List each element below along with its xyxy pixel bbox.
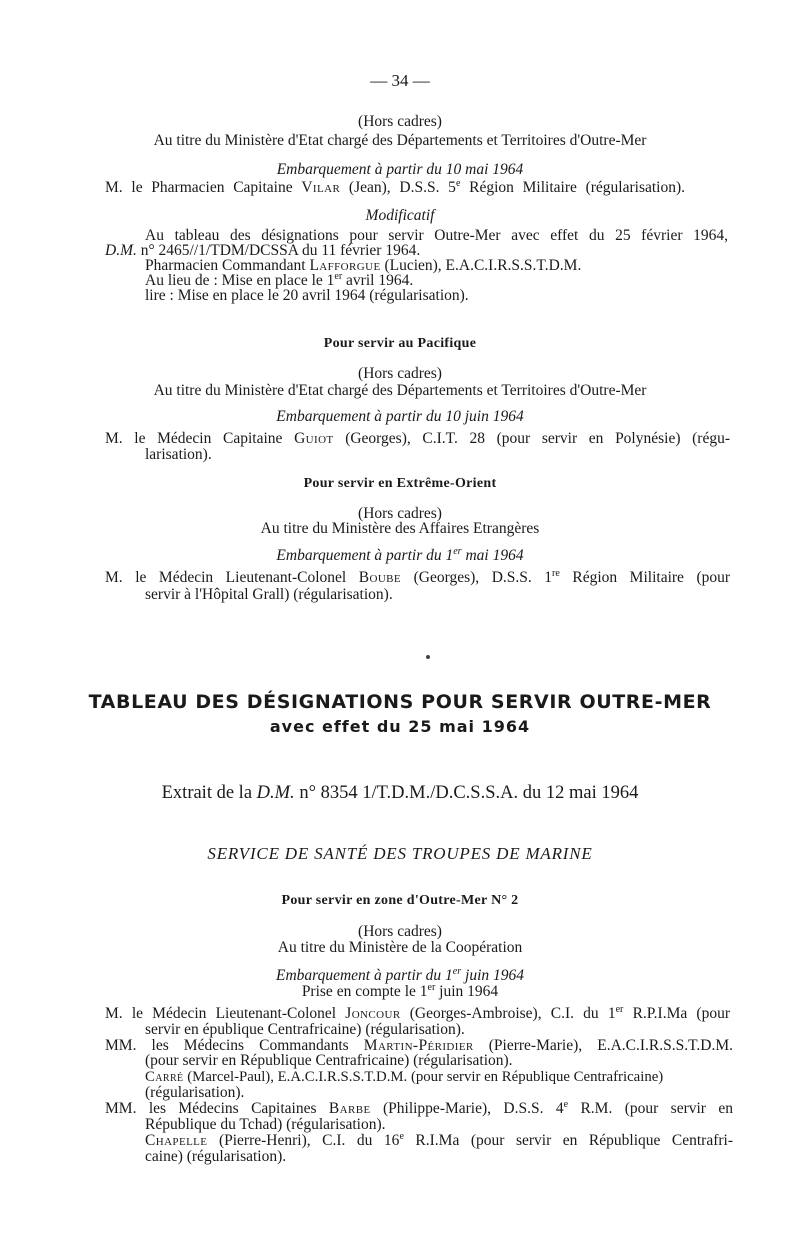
modificatif-heading: Modificatif: [365, 207, 435, 224]
section-heading: Pour servir au Pacifique: [323, 336, 477, 351]
hors-cadres-label: (Hors cadres): [358, 505, 442, 522]
person-name: Barbe: [328, 1100, 371, 1117]
prise-en-compte-line: Prise en compte le 1er juin 1964: [301, 981, 499, 1000]
entry-paragraph: M. le Pharmacien Capitaine Vilar (Jean), D.S.S. 5e Région Militaire (régularisation).: [105, 177, 686, 196]
modificatif-line: Pharmacien Commandant Lafforgue (Lucien), E.A.C.I.R.S.S.T.D.M.: [145, 257, 582, 274]
embarquement-line: Embarquement à partir du 1er mai 1964: [276, 545, 524, 564]
person-name: Lafforgue: [309, 257, 381, 274]
separator-dot: [426, 655, 430, 659]
ministry-line: Au titre du Ministère de la Coopération: [277, 939, 523, 956]
entry-paragraph: (pour servir en République Centrafricaine) (régularisation).: [145, 1052, 513, 1069]
entry-paragraph: M. le Médecin Capitaine Guiot (Georges), C.I.T. 28 (pour servir en Polynésie) (régu-: [105, 430, 731, 447]
entry-paragraph: MM. les Médecins Commandants Martin-Péridier (Pierre-Marie), E.A.C.I.R.S.S.T.D.M.: [105, 1037, 734, 1054]
hors-cadres-label: (Hors cadres): [358, 113, 442, 130]
page-number: — 34 —: [370, 71, 430, 90]
ministry-line: Au titre du Ministère des Affaires Etrangères: [260, 520, 540, 537]
person-name: Guiot: [294, 430, 334, 447]
entry-paragraph: (régularisation).: [145, 1084, 245, 1101]
person-name: Martin-Péridier: [363, 1037, 474, 1054]
entry-paragraph: larisation).: [145, 446, 212, 463]
modificatif-line: Au tableau des désignations pour servir Outre-Mer avec effet du 25 février 1964,: [145, 227, 728, 244]
embarquement-line: Embarquement à partir du 10 mai 1964: [276, 161, 524, 178]
ministry-line: Au titre du Ministère d'Etat chargé des Départements et Territoires d'Outre-Mer: [153, 132, 647, 149]
entry-paragraph: caine) (régularisation).: [145, 1148, 287, 1165]
person-name: Vilar: [301, 179, 341, 196]
entry-paragraph: MM. les Médecins Capitaines Barbe (Philippe-Marie), D.S.S. 4e R.M. (pour servir en: [105, 1098, 733, 1117]
modificatif-line: D.M. n° 2465//1/TDM/DCSSA du 11 février 1964.: [105, 242, 421, 259]
person-name: Boube: [358, 569, 402, 586]
ministry-line: Au titre du Ministère d'Etat chargé des Départements et Territoires d'Outre-Mer: [153, 382, 647, 399]
tableau-subtitle: avec effet du 25 mai 1964: [269, 717, 531, 736]
extrait-line: Extrait de la D.M. n° 8354 1/T.D.M./D.C.S.S.A. du 12 mai 1964: [161, 783, 639, 803]
hors-cadres-label: (Hors cadres): [358, 923, 442, 940]
entry-paragraph: Carré (Marcel-Paul), E.A.C.I.R.S.S.T.D.M. (pour servir en République Centrafricaine): [145, 1069, 664, 1085]
entry-paragraph: servir à l'Hôpital Grall) (régularisation).: [145, 586, 393, 603]
person-name: Joncour: [345, 1005, 401, 1022]
hors-cadres-label: (Hors cadres): [358, 365, 442, 382]
entry-paragraph: Chapelle (Pierre-Henri), C.I. du 16e R.I.Ma (pour servir en République Centrafri-: [145, 1130, 734, 1149]
person-name: Carré: [145, 1069, 184, 1085]
person-name: Chapelle: [145, 1132, 208, 1149]
embarquement-line: Embarquement à partir du 1er juin 1964: [275, 965, 525, 984]
entry-paragraph: servir en épublique Centrafricaine) (régularisation).: [145, 1021, 465, 1038]
entry-paragraph: M. le Médecin Lieutenant-Colonel Boube (Georges), D.S.S. 1re Région Militaire (pour: [105, 567, 731, 586]
modificatif-line: Au lieu de : Mise en place le 1er avril 1964.: [145, 270, 414, 289]
entry-paragraph: M. le Médecin Lieutenant-Colonel Joncour (Georges-Ambroise), C.I. du 1er R.P.I.Ma (pour: [105, 1003, 730, 1022]
modificatif-line: lire : Mise en place le 20 avril 1964 (régularisation).: [145, 287, 469, 304]
section-heading: Pour servir en zone d'Outre-Mer N° 2: [281, 893, 519, 908]
tableau-title: TABLEAU DES DÉSIGNATIONS POUR SERVIR OUTRE-MER: [88, 691, 712, 713]
entry-paragraph: République du Tchad) (régularisation).: [145, 1116, 386, 1133]
section-heading: Pour servir en Extrême-Orient: [303, 476, 497, 491]
service-heading: SERVICE DE SANTÉ DES TROUPES DE MARINE: [207, 844, 593, 863]
embarquement-line: Embarquement à partir du 10 juin 1964: [276, 408, 524, 425]
